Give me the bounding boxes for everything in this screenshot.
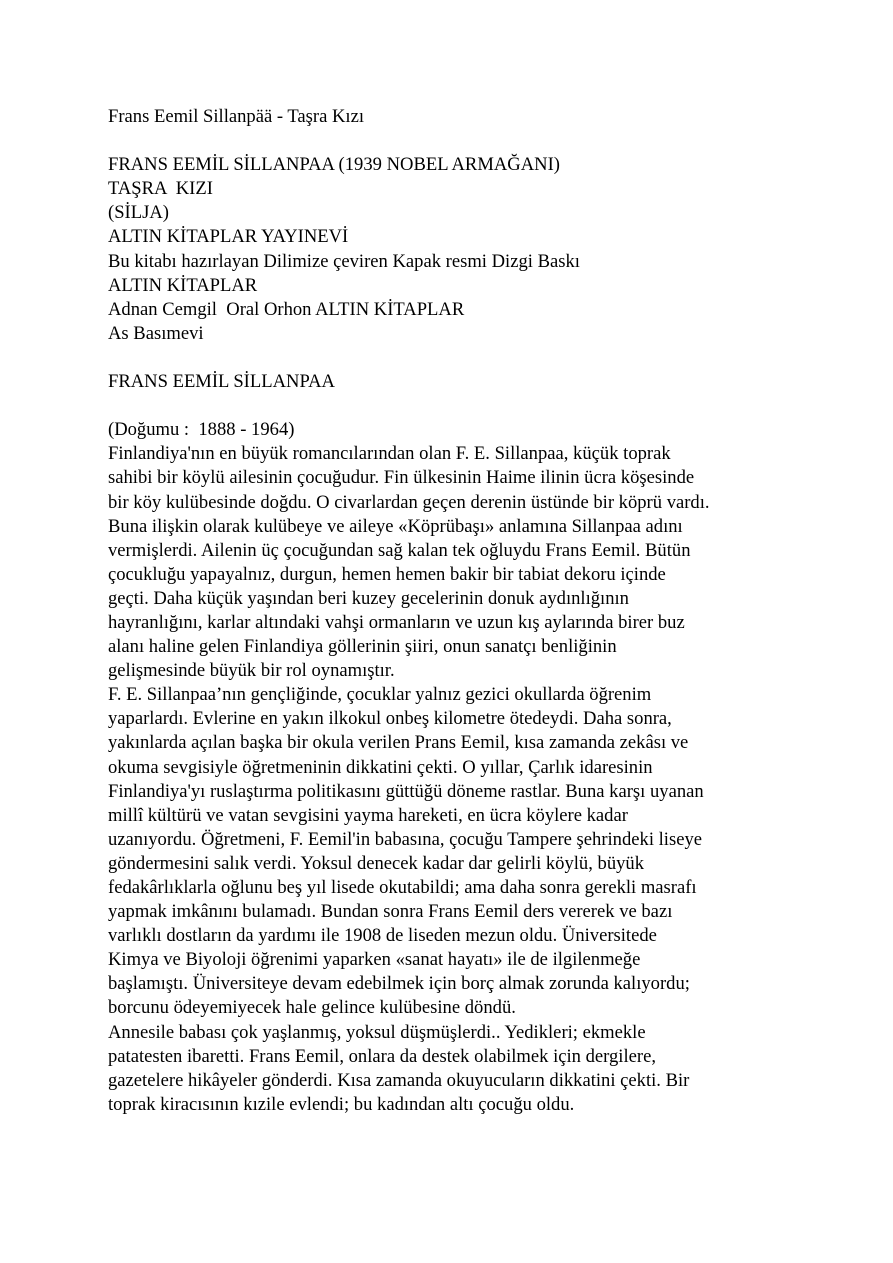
body-line: vermişlerdi. Ailenin üç çocuğundan sağ kalan tek oğluydu Frans Eemil. Bütün (108, 539, 691, 561)
body-line: Annesile babası çok yaşlanmış, yoksul düşmüşlerdi.. Yedikleri; ekmekle (108, 1021, 646, 1043)
credits-line: FRANS EEMİL SİLLANPAA (1939 NOBEL ARMAĞANI) (108, 154, 560, 176)
body-line: alanı haline gelen Finlandiya göllerinin şiiri, onun sanatçı benliğinin (108, 636, 617, 658)
document-title: Frans Eemil Sillanpää - Taşra Kızı (108, 106, 365, 127)
credits-line: ALTIN KİTAPLAR YAYINEVİ (108, 226, 349, 248)
document-page (108, 105, 808, 1117)
body-line: F. E. Sillanpaa’nın gençliğinde, çocuklar yalnız gezici okullarda öğrenim (108, 684, 652, 706)
credits-line: ALTIN KİTAPLAR (108, 274, 258, 296)
credits-line: Adnan Cemgil Oral Orhon ALTIN KİTAPLAR (108, 298, 465, 320)
body-line: gelişmesinde büyük bir rol oynamıştır. (108, 660, 395, 682)
body-line: toprak kiracısının kızile evlendi; bu kadından altı çocuğu oldu. (108, 1093, 575, 1115)
body-line: yakınlarda açılan başka bir okula verilen Prans Eemil, kısa zamanda zekâsı ve (108, 732, 689, 754)
body-line: uzanıyordu. Öğretmeni, F. Eemil'in babasına, çocuğu Tampere şehrindeki liseye (108, 828, 703, 850)
body-line: yaparlardı. Evlerine en yakın ilkokul onbeş kilometre ötedeydi. Daha sonra, (108, 708, 672, 730)
body-line: Kimya ve Biyoloji öğrenimi yaparken «sanat hayatı» ile de ilgilenmeğe (108, 949, 641, 971)
credits-line: TAŞRA KIZI (108, 178, 213, 200)
credits-line: Bu kitabı hazırlayan Dilimize çeviren Kapak resmi Dizgi Baskı (108, 250, 580, 272)
body-line: hayranlığını, karlar altındaki vahşi ormanların ve uzun kış aylarında birer buz (108, 611, 685, 633)
birth-line: (Doğumu : 1888 - 1964) (108, 419, 295, 441)
body-line: göndermesini salık verdi. Yoksul denecek kadar dar gelirli köylü, büyük (108, 852, 645, 874)
body-line: patatesten ibaretti. Frans Eemil, onlara da destek olabilmek için dergilere, (108, 1045, 656, 1067)
body-line: geçti. Daha küçük yaşından beri kuzey gecelerinin donuk aydınlığının (108, 587, 629, 609)
body-line: Finlandiya'yı ruslaştırma politikasını güttüğü döneme rastlar. Buna karşı uyanan (108, 780, 704, 802)
biography-body (108, 442, 808, 1117)
body-line: gazetelere hikâyeler gönderdi. Kısa zamanda okuyucuların dikkatini çekti. Bir (108, 1069, 690, 1091)
body-line: fedakârlıklarla oğlunu beş yıl lisede okutabildi; ama daha sonra gerekli masrafı (108, 877, 697, 898)
body-line: bir köy kulübesinde doğdu. O civarlardan geçen derenin üstünde bir köprü vardı. (108, 491, 710, 513)
body-line: başlamıştı. Üniversiteye devam edebilmek için borç almak zorunda kalıyordu; (108, 973, 690, 995)
body-line: millî kültürü ve vatan sevgisini yayma hareketi, en ücra köylere kadar (108, 804, 628, 826)
author-heading: FRANS EEMİL SİLLANPAA (108, 371, 335, 393)
body-line: Finlandiya'nın en büyük romancılarından olan F. E. Sillanpaa, küçük toprak (108, 443, 671, 465)
credits-line: (SİLJA) (108, 202, 169, 224)
credits-line: As Basımevi (108, 322, 204, 344)
body-line: sahibi bir köylü ailesinin çocuğudur. Fin ülkesinin Haime ilinin ücra köşesinde (108, 467, 695, 489)
body-line: çocukluğu yapayalnız, durgun, hemen hemen bakir bir tabiat dekoru içinde (108, 563, 666, 585)
body-line: okuma sevgisiyle öğretmeninin dikkatini çekti. O yıllar, Çarlık idaresinin (108, 756, 653, 778)
body-line: borcunu ödeyemiyecek hale gelince kulübesine döndü. (108, 997, 516, 1019)
body-line: yapmak imkânını bulamadı. Bundan sonra Frans Eemil ders vererek ve bazı (108, 901, 673, 923)
body-line: Buna ilişkin olarak kulübeye ve aileye «Köprübaşı» anlamına Sillanpaa adını (108, 515, 683, 537)
body-line: varlıklı dostların da yardımı ile 1908 de liseden mezun oldu. Üniversitede (108, 925, 657, 947)
credits-block (108, 153, 808, 346)
